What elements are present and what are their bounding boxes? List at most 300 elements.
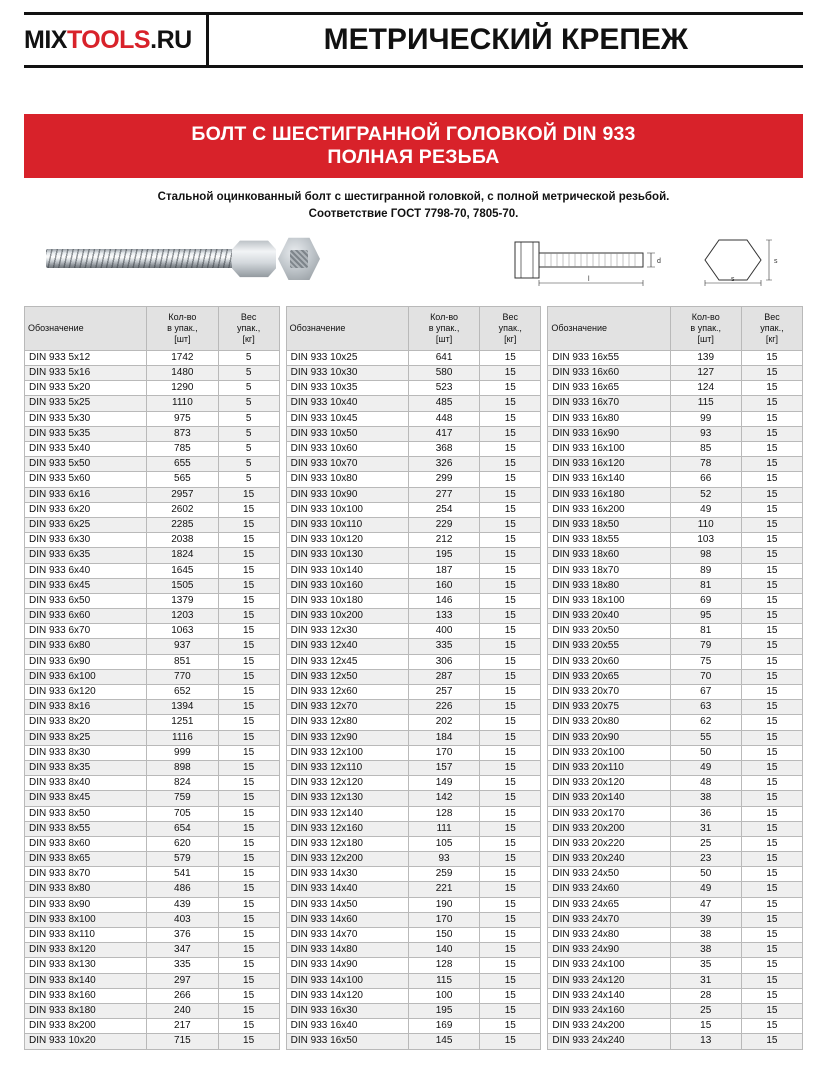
- table-row: [548, 760, 803, 775]
- cell-designation: DIN 933 6x100: [25, 669, 147, 684]
- cell-weight: 15: [480, 928, 541, 943]
- cell-weight: 5: [218, 350, 279, 365]
- logo-text-ru: .RU: [150, 25, 192, 54]
- cell-designation: DIN 933 14x100: [286, 973, 408, 988]
- table-row: [548, 442, 803, 457]
- cell-designation: DIN 933 14x80: [286, 943, 408, 958]
- table-row: [25, 685, 280, 700]
- cell-weight: 15: [741, 715, 802, 730]
- cell-quantity: 160: [408, 578, 479, 593]
- cell-designation: DIN 933 5x12: [25, 350, 147, 365]
- cell-designation: DIN 933 14x60: [286, 912, 408, 927]
- table-row: [286, 973, 541, 988]
- cell-designation: DIN 933 8x35: [25, 760, 147, 775]
- table-row: [286, 1034, 541, 1049]
- cell-designation: DIN 933 8x25: [25, 730, 147, 745]
- cell-quantity: 93: [408, 852, 479, 867]
- cell-designation: DIN 933 12x160: [286, 821, 408, 836]
- cell-designation: DIN 933 8x16: [25, 700, 147, 715]
- cell-weight: 15: [741, 897, 802, 912]
- cell-quantity: 1505: [147, 578, 218, 593]
- header-designation: Обозначение: [286, 306, 408, 350]
- cell-weight: 15: [741, 563, 802, 578]
- header-qty-line2: в упак.,: [167, 323, 198, 334]
- table-row: [548, 882, 803, 897]
- table-header-row: [548, 306, 803, 350]
- table-row: [286, 639, 541, 654]
- cell-weight: 15: [480, 760, 541, 775]
- cell-quantity: 170: [408, 745, 479, 760]
- cell-designation: DIN 933 6x60: [25, 609, 147, 624]
- cell-designation: DIN 933 14x30: [286, 867, 408, 882]
- cell-weight: 15: [218, 548, 279, 563]
- banner-line-1: БОЛТ С ШЕСТИГРАННОЙ ГОЛОВКОЙ DIN 933: [191, 123, 636, 145]
- table-row: [25, 669, 280, 684]
- cell-weight: 15: [741, 867, 802, 882]
- table-row: [548, 350, 803, 365]
- table-header-row: [286, 306, 541, 350]
- cell-weight: 15: [741, 1019, 802, 1034]
- cell-quantity: 38: [670, 791, 741, 806]
- cell-weight: 15: [480, 396, 541, 411]
- table-row: [25, 897, 280, 912]
- cell-weight: 5: [218, 472, 279, 487]
- cell-weight: 15: [480, 517, 541, 532]
- cell-designation: DIN 933 5x35: [25, 426, 147, 441]
- cell-designation: DIN 933 12x140: [286, 806, 408, 821]
- table-row: [548, 381, 803, 396]
- cell-quantity: 78: [670, 457, 741, 472]
- cell-weight: 5: [218, 396, 279, 411]
- cell-designation: DIN 933 24x120: [548, 973, 670, 988]
- header-quantity: [147, 306, 218, 350]
- cell-quantity: 2285: [147, 517, 218, 532]
- cell-weight: 15: [480, 912, 541, 927]
- cell-quantity: 226: [408, 700, 479, 715]
- header-quantity: [670, 306, 741, 350]
- cell-weight: 15: [741, 836, 802, 851]
- cell-quantity: 770: [147, 669, 218, 684]
- table-header-row: [25, 306, 280, 350]
- cell-designation: DIN 933 8x130: [25, 958, 147, 973]
- table-row: [548, 457, 803, 472]
- cell-designation: DIN 933 10x20: [25, 1034, 147, 1049]
- header-weight-line2: упак.,: [236, 323, 261, 334]
- cell-quantity: 403: [147, 912, 218, 927]
- cell-weight: 15: [480, 533, 541, 548]
- cell-weight: 15: [741, 578, 802, 593]
- cell-designation: DIN 933 20x110: [548, 760, 670, 775]
- cell-quantity: 641: [408, 350, 479, 365]
- cell-quantity: 287: [408, 669, 479, 684]
- table-row: [25, 533, 280, 548]
- cell-quantity: 347: [147, 943, 218, 958]
- table-row: [286, 517, 541, 532]
- cell-quantity: 25: [670, 836, 741, 851]
- table-row: [286, 396, 541, 411]
- cell-weight: 15: [741, 973, 802, 988]
- cell-designation: DIN 933 8x70: [25, 867, 147, 882]
- table-row: [25, 350, 280, 365]
- table-row: [548, 533, 803, 548]
- cell-weight: 15: [218, 973, 279, 988]
- cell-weight: 15: [741, 548, 802, 563]
- cell-designation: DIN 933 24x65: [548, 897, 670, 912]
- cell-designation: DIN 933 14x70: [286, 928, 408, 943]
- cell-quantity: 150: [408, 928, 479, 943]
- cell-quantity: 31: [670, 821, 741, 836]
- description-line-2: Соответствие ГОСТ 7798-70, 7805-70.: [308, 207, 519, 220]
- table-row: [286, 1019, 541, 1034]
- cell-weight: 15: [741, 350, 802, 365]
- cell-weight: 5: [218, 366, 279, 381]
- cell-designation: DIN 933 14x40: [286, 882, 408, 897]
- table-row: [286, 426, 541, 441]
- cell-quantity: 69: [670, 593, 741, 608]
- cell-designation: DIN 933 18x60: [548, 548, 670, 563]
- cell-quantity: 99: [670, 411, 741, 426]
- table-row: [25, 912, 280, 927]
- bolt-hex-head-top-view: [278, 237, 320, 281]
- cell-designation: DIN 933 10x180: [286, 593, 408, 608]
- table-column-2: [286, 306, 542, 1050]
- cell-weight: 15: [218, 533, 279, 548]
- table-body-3: [548, 350, 803, 1049]
- table-row: [548, 517, 803, 532]
- cell-weight: 15: [480, 624, 541, 639]
- cell-quantity: 376: [147, 928, 218, 943]
- table-row: [548, 958, 803, 973]
- cell-quantity: 157: [408, 760, 479, 775]
- cell-weight: 15: [480, 867, 541, 882]
- table-row: [25, 760, 280, 775]
- header-qty-line1: Кол-во: [168, 312, 197, 323]
- cell-quantity: 259: [408, 867, 479, 882]
- cell-designation: DIN 933 16x180: [548, 487, 670, 502]
- cell-quantity: 620: [147, 836, 218, 851]
- table-row: [286, 715, 541, 730]
- header-qty-line3: [шт]: [697, 333, 714, 344]
- table-row: [286, 912, 541, 927]
- cell-quantity: 221: [408, 882, 479, 897]
- cell-quantity: 277: [408, 487, 479, 502]
- cell-weight: 15: [218, 821, 279, 836]
- cell-designation: DIN 933 24x90: [548, 943, 670, 958]
- cell-quantity: 824: [147, 776, 218, 791]
- cell-weight: 15: [741, 745, 802, 760]
- table-row: [548, 988, 803, 1003]
- cell-weight: 15: [480, 1003, 541, 1018]
- cell-weight: 15: [741, 912, 802, 927]
- table-row: [548, 487, 803, 502]
- cell-quantity: 149: [408, 776, 479, 791]
- table-row: [286, 533, 541, 548]
- cell-weight: 15: [480, 730, 541, 745]
- cell-designation: DIN 933 10x100: [286, 502, 408, 517]
- cell-designation: DIN 933 8x200: [25, 1019, 147, 1034]
- cell-weight: 15: [218, 593, 279, 608]
- cell-weight: 15: [480, 806, 541, 821]
- cell-designation: DIN 933 16x40: [286, 1019, 408, 1034]
- cell-weight: 15: [741, 791, 802, 806]
- cell-designation: DIN 933 8x55: [25, 821, 147, 836]
- cell-weight: 15: [741, 852, 802, 867]
- cell-weight: 15: [218, 791, 279, 806]
- cell-quantity: 299: [408, 472, 479, 487]
- cell-quantity: 25: [670, 1003, 741, 1018]
- cell-designation: DIN 933 6x30: [25, 533, 147, 548]
- cell-quantity: 140: [408, 943, 479, 958]
- table-row: [548, 745, 803, 760]
- dimension-label-k: s: [774, 257, 778, 265]
- cell-weight: 15: [480, 776, 541, 791]
- cell-designation: DIN 933 12x45: [286, 654, 408, 669]
- table-row: [25, 654, 280, 669]
- cell-quantity: 124: [670, 381, 741, 396]
- cell-quantity: 2602: [147, 502, 218, 517]
- cell-weight: 15: [741, 609, 802, 624]
- cell-weight: 15: [480, 1019, 541, 1034]
- table-row: [286, 442, 541, 457]
- cell-weight: 15: [480, 381, 541, 396]
- cell-designation: DIN 933 8x45: [25, 791, 147, 806]
- cell-quantity: 133: [408, 609, 479, 624]
- cell-quantity: 705: [147, 806, 218, 821]
- cell-designation: DIN 933 6x35: [25, 548, 147, 563]
- header-qty-line3: [шт]: [174, 333, 191, 344]
- table-row: [286, 836, 541, 851]
- cell-quantity: 335: [147, 958, 218, 973]
- cell-designation: DIN 933 20x55: [548, 639, 670, 654]
- cell-designation: DIN 933 8x100: [25, 912, 147, 927]
- cell-designation: DIN 933 6x90: [25, 654, 147, 669]
- table-row: [25, 973, 280, 988]
- table-row: [25, 821, 280, 836]
- cell-designation: DIN 933 20x50: [548, 624, 670, 639]
- table-row: [25, 700, 280, 715]
- table-row: [548, 472, 803, 487]
- table-row: [548, 563, 803, 578]
- cell-designation: DIN 933 20x75: [548, 700, 670, 715]
- cell-designation: DIN 933 10x60: [286, 442, 408, 457]
- cell-weight: 15: [218, 563, 279, 578]
- cell-quantity: 111: [408, 821, 479, 836]
- cell-quantity: 62: [670, 715, 741, 730]
- table-row: [25, 366, 280, 381]
- cell-designation: DIN 933 20x120: [548, 776, 670, 791]
- table-row: [25, 836, 280, 851]
- cell-quantity: 202: [408, 715, 479, 730]
- header-weight-line2: упак.,: [760, 323, 784, 334]
- cell-quantity: 47: [670, 897, 741, 912]
- cell-weight: 15: [218, 836, 279, 851]
- bolt-threads: [46, 249, 234, 268]
- cell-quantity: 306: [408, 654, 479, 669]
- cell-quantity: 190: [408, 897, 479, 912]
- cell-quantity: 49: [670, 502, 741, 517]
- cell-quantity: 66: [670, 472, 741, 487]
- cell-weight: 15: [741, 593, 802, 608]
- cell-weight: 15: [480, 1034, 541, 1049]
- cell-weight: 15: [218, 760, 279, 775]
- cell-designation: DIN 933 18x70: [548, 563, 670, 578]
- cell-weight: 15: [741, 396, 802, 411]
- table-row: [25, 548, 280, 563]
- cell-designation: DIN 933 24x200: [548, 1019, 670, 1034]
- cell-weight: 15: [218, 715, 279, 730]
- cell-quantity: 55: [670, 730, 741, 745]
- table-row: [25, 1034, 280, 1049]
- cell-quantity: 139: [670, 350, 741, 365]
- cell-designation: DIN 933 16x100: [548, 442, 670, 457]
- table-row: [25, 1019, 280, 1034]
- cell-designation: DIN 933 20x140: [548, 791, 670, 806]
- cell-designation: DIN 933 8x110: [25, 928, 147, 943]
- cell-quantity: 486: [147, 882, 218, 897]
- table-row: [548, 943, 803, 958]
- table-row: [548, 897, 803, 912]
- table-row: [25, 988, 280, 1003]
- cell-weight: 15: [741, 700, 802, 715]
- cell-weight: 15: [218, 669, 279, 684]
- cell-quantity: 240: [147, 1003, 218, 1018]
- header-weight-line1: Вес: [240, 312, 257, 323]
- header-weight: [741, 306, 802, 350]
- cell-designation: DIN 933 10x140: [286, 563, 408, 578]
- cell-designation: DIN 933 14x120: [286, 988, 408, 1003]
- cell-designation: DIN 933 8x160: [25, 988, 147, 1003]
- cell-weight: 15: [741, 776, 802, 791]
- table-row: [25, 943, 280, 958]
- header-weight: [218, 306, 279, 350]
- header-weight-line3: [кг]: [504, 333, 517, 344]
- cell-weight: 15: [741, 988, 802, 1003]
- cell-weight: 15: [480, 943, 541, 958]
- table-row: [25, 426, 280, 441]
- cell-quantity: 110: [670, 517, 741, 532]
- cell-designation: DIN 933 18x80: [548, 578, 670, 593]
- cell-weight: 15: [480, 457, 541, 472]
- cell-weight: 15: [218, 852, 279, 867]
- cell-quantity: 1116: [147, 730, 218, 745]
- table-row: [25, 1003, 280, 1018]
- table-row: [25, 517, 280, 532]
- cell-designation: DIN 933 6x20: [25, 502, 147, 517]
- cell-quantity: 266: [147, 988, 218, 1003]
- product-description: [24, 189, 803, 222]
- cell-quantity: 254: [408, 502, 479, 517]
- spec-table-1: [24, 306, 280, 1050]
- cell-quantity: 13: [670, 1034, 741, 1049]
- cell-designation: DIN 933 18x50: [548, 517, 670, 532]
- cell-quantity: 105: [408, 836, 479, 851]
- cell-quantity: 50: [670, 745, 741, 760]
- cell-weight: 15: [741, 928, 802, 943]
- cell-weight: 15: [741, 457, 802, 472]
- cell-designation: DIN 933 24x60: [548, 882, 670, 897]
- cell-weight: 15: [480, 487, 541, 502]
- cell-designation: DIN 933 24x50: [548, 867, 670, 882]
- header-weight-line1: Вес: [502, 312, 519, 323]
- cell-designation: DIN 933 16x70: [548, 396, 670, 411]
- table-row: [25, 776, 280, 791]
- cell-designation: DIN 933 12x80: [286, 715, 408, 730]
- cell-designation: DIN 933 8x80: [25, 882, 147, 897]
- masthead: [24, 12, 803, 68]
- table-row: [548, 669, 803, 684]
- cell-weight: 15: [480, 973, 541, 988]
- cell-quantity: 28: [670, 988, 741, 1003]
- dimension-label-s: s: [731, 275, 735, 283]
- table-row: [25, 882, 280, 897]
- table-row: [286, 609, 541, 624]
- table-row: [25, 730, 280, 745]
- table-row: [286, 381, 541, 396]
- cell-quantity: 2038: [147, 533, 218, 548]
- table-row: [286, 745, 541, 760]
- table-row: [286, 760, 541, 775]
- cell-designation: DIN 933 20x240: [548, 852, 670, 867]
- cell-weight: 15: [218, 517, 279, 532]
- cell-quantity: 75: [670, 654, 741, 669]
- table-body-1: [25, 350, 280, 1049]
- table-row: [548, 593, 803, 608]
- table-row: [286, 897, 541, 912]
- cell-designation: DIN 933 5x30: [25, 411, 147, 426]
- table-row: [25, 867, 280, 882]
- cell-quantity: 485: [408, 396, 479, 411]
- table-row: [548, 548, 803, 563]
- cell-designation: DIN 933 12x100: [286, 745, 408, 760]
- table-row: [548, 411, 803, 426]
- cell-quantity: 195: [408, 1003, 479, 1018]
- cell-quantity: 50: [670, 867, 741, 882]
- cell-weight: 15: [741, 821, 802, 836]
- cell-designation: DIN 933 6x70: [25, 624, 147, 639]
- cell-weight: 15: [480, 988, 541, 1003]
- cell-weight: 15: [741, 806, 802, 821]
- table-row: [25, 593, 280, 608]
- table-row: [286, 487, 541, 502]
- cell-weight: 15: [480, 821, 541, 836]
- cell-designation: DIN 933 12x30: [286, 624, 408, 639]
- cell-weight: 15: [741, 381, 802, 396]
- cell-quantity: 1290: [147, 381, 218, 396]
- cell-designation: DIN 933 10x50: [286, 426, 408, 441]
- cell-quantity: 127: [670, 366, 741, 381]
- cell-weight: 15: [218, 730, 279, 745]
- table-row: [25, 715, 280, 730]
- cell-weight: 15: [741, 624, 802, 639]
- cell-weight: 15: [741, 882, 802, 897]
- cell-weight: 15: [741, 366, 802, 381]
- cell-weight: 15: [218, 1003, 279, 1018]
- cell-designation: DIN 933 5x25: [25, 396, 147, 411]
- cell-designation: DIN 933 12x90: [286, 730, 408, 745]
- cell-weight: 15: [218, 639, 279, 654]
- cell-quantity: 48: [670, 776, 741, 791]
- cell-designation: DIN 933 16x30: [286, 1003, 408, 1018]
- cell-designation: DIN 933 24x80: [548, 928, 670, 943]
- cell-weight: 15: [741, 685, 802, 700]
- header-qty-line2: в упак.,: [428, 323, 460, 334]
- cell-designation: DIN 933 5x40: [25, 442, 147, 457]
- dimension-label-l: l: [588, 275, 590, 283]
- cell-designation: DIN 933 10x130: [286, 548, 408, 563]
- cell-quantity: 565: [147, 472, 218, 487]
- cell-quantity: 35: [670, 958, 741, 973]
- spec-table-2: [286, 306, 542, 1050]
